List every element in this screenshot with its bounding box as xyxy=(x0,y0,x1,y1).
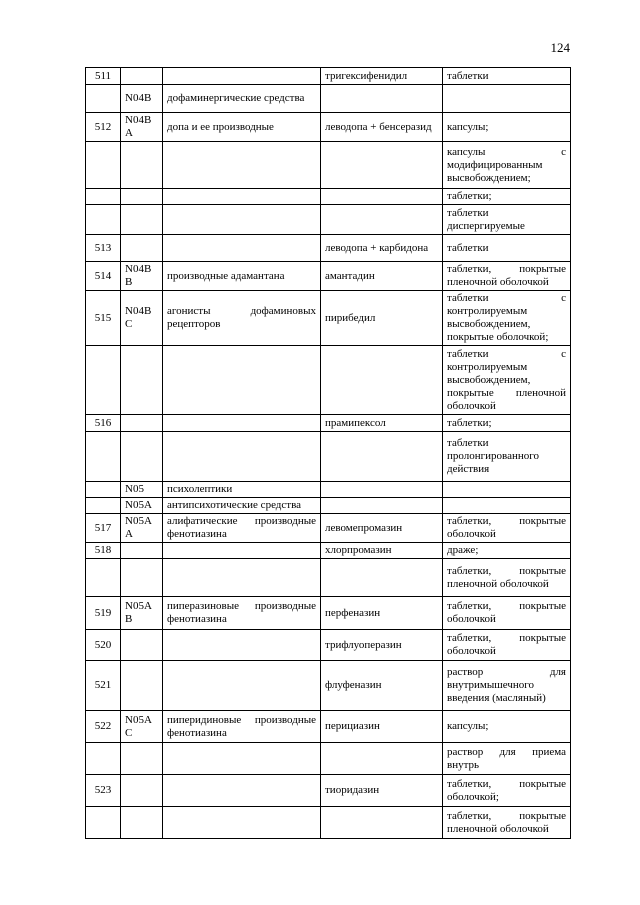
dosage-form-cell: таблетки, покрытые пленочной оболочкой xyxy=(443,262,571,291)
drug-name-cell xyxy=(321,142,443,189)
table-row xyxy=(86,711,571,743)
dosage-form-cell: таблетки xyxy=(443,68,571,85)
dosage-form-cell: таблетки диспергируемые xyxy=(443,205,571,235)
atc-code-cell xyxy=(121,743,163,775)
drug-name-cell: тиоридазин xyxy=(321,775,443,807)
drug-name-cell xyxy=(321,189,443,205)
table-row xyxy=(86,415,571,432)
group-name-cell: производные адамантана xyxy=(163,262,321,291)
atc-code-cell xyxy=(121,432,163,482)
drug-name-cell: перициазин xyxy=(321,711,443,743)
dosage-form-cell: капсулы; xyxy=(443,711,571,743)
atc-code-cell xyxy=(121,661,163,711)
group-name-cell xyxy=(163,559,321,597)
atc-code-cell xyxy=(121,68,163,85)
row-number-cell xyxy=(86,498,121,514)
dosage-form-cell: раствор для внутримышечного введения (масляный) xyxy=(443,661,571,711)
dosage-form-cell: капсулы; xyxy=(443,113,571,142)
group-name-cell xyxy=(163,235,321,262)
drug-name-cell xyxy=(321,85,443,113)
drug-name-cell: леводопа + бенсеразид xyxy=(321,113,443,142)
dosage-form-cell: таблетки с контролируемым высвобождением, покрытые оболочкой; xyxy=(443,291,571,346)
atc-code-cell xyxy=(121,189,163,205)
group-name-cell xyxy=(163,630,321,661)
row-number-cell xyxy=(86,432,121,482)
row-number-cell: 511 xyxy=(86,68,121,85)
atc-code-cell xyxy=(121,142,163,189)
atc-code-cell xyxy=(121,235,163,262)
drug-name-cell xyxy=(321,743,443,775)
atc-code-cell xyxy=(121,807,163,839)
row-number-cell: 519 xyxy=(86,597,121,630)
dosage-form-cell: таблетки; xyxy=(443,415,571,432)
row-number-cell: 515 xyxy=(86,291,121,346)
group-name-cell xyxy=(163,743,321,775)
table-row xyxy=(86,262,571,291)
dosage-form-cell: капсулы с модифицированным высвобождением; xyxy=(443,142,571,189)
group-name-cell xyxy=(163,543,321,559)
atc-code-cell xyxy=(121,775,163,807)
row-number-cell: 523 xyxy=(86,775,121,807)
drug-name-cell: флуфеназин xyxy=(321,661,443,711)
dosage-form-cell xyxy=(443,498,571,514)
table-row xyxy=(86,205,571,235)
drug-name-cell xyxy=(321,807,443,839)
atc-code-cell xyxy=(121,559,163,597)
table-row xyxy=(86,597,571,630)
group-name-cell xyxy=(163,205,321,235)
group-name-cell xyxy=(163,807,321,839)
drug-name-cell: левомепромазин xyxy=(321,514,443,543)
group-name-cell xyxy=(163,189,321,205)
group-name-cell xyxy=(163,346,321,415)
dosage-form-cell xyxy=(443,482,571,498)
drug-name-cell xyxy=(321,346,443,415)
table-row xyxy=(86,775,571,807)
drug-name-cell: трифлуоперазин xyxy=(321,630,443,661)
drug-name-cell: тригексифенидил xyxy=(321,68,443,85)
dosage-form-cell: драже; xyxy=(443,543,571,559)
group-name-cell: дофаминергические средства xyxy=(163,85,321,113)
atc-code-cell xyxy=(121,205,163,235)
row-number-cell xyxy=(86,482,121,498)
table-row xyxy=(86,807,571,839)
dosage-form-cell: таблетки с контролируемым высвобождением, покрытые пленочной оболочкой xyxy=(443,346,571,415)
drug-name-cell xyxy=(321,482,443,498)
table-row xyxy=(86,68,571,85)
dosage-form-cell: таблетки, покрытые оболочкой xyxy=(443,630,571,661)
table-row xyxy=(86,743,571,775)
table-row xyxy=(86,85,571,113)
row-number-cell xyxy=(86,559,121,597)
group-name-cell xyxy=(163,68,321,85)
row-number-cell xyxy=(86,743,121,775)
table-row xyxy=(86,189,571,205)
dosage-form-cell: таблетки xyxy=(443,235,571,262)
table-row xyxy=(86,630,571,661)
atc-code-cell: N04B C xyxy=(121,291,163,346)
group-name-cell xyxy=(163,415,321,432)
atc-code-cell: N04B B xyxy=(121,262,163,291)
group-name-cell xyxy=(163,661,321,711)
atc-code-cell: N04B A xyxy=(121,113,163,142)
dosage-form-cell: таблетки пролонгированного действия xyxy=(443,432,571,482)
drug-name-cell xyxy=(321,559,443,597)
group-name-cell: пиперидиновые производные фенотиазина xyxy=(163,711,321,743)
atc-code-cell xyxy=(121,630,163,661)
atc-code-cell: N05 xyxy=(121,482,163,498)
atc-code-cell: N05A B xyxy=(121,597,163,630)
dosage-form-cell: таблетки; xyxy=(443,189,571,205)
group-name-cell xyxy=(163,432,321,482)
table-row xyxy=(86,559,571,597)
row-number-cell: 518 xyxy=(86,543,121,559)
table-row xyxy=(86,498,571,514)
drug-name-cell xyxy=(321,432,443,482)
row-number-cell: 514 xyxy=(86,262,121,291)
table-row xyxy=(86,482,571,498)
table-row xyxy=(86,142,571,189)
dosage-form-cell xyxy=(443,85,571,113)
table-row xyxy=(86,346,571,415)
dosage-form-cell: таблетки, покрытые оболочкой xyxy=(443,597,571,630)
table-row xyxy=(86,432,571,482)
drug-name-cell: пирибедил xyxy=(321,291,443,346)
drug-name-cell: амантадин xyxy=(321,262,443,291)
row-number-cell: 512 xyxy=(86,113,121,142)
row-number-cell: 520 xyxy=(86,630,121,661)
dosage-form-cell: таблетки, покрытые оболочкой xyxy=(443,514,571,543)
group-name-cell xyxy=(163,142,321,189)
table-row xyxy=(86,291,571,346)
table-row xyxy=(86,661,571,711)
drug-name-cell: хлорпромазин xyxy=(321,543,443,559)
drug-name-cell: перфеназин xyxy=(321,597,443,630)
row-number-cell xyxy=(86,205,121,235)
row-number-cell: 513 xyxy=(86,235,121,262)
row-number-cell xyxy=(86,142,121,189)
row-number-cell xyxy=(86,189,121,205)
group-name-cell: агонисты дофаминовых рецепторов xyxy=(163,291,321,346)
dosage-form-cell: таблетки, покрытые оболочкой; xyxy=(443,775,571,807)
table-row xyxy=(86,543,571,559)
dosage-form-cell: таблетки, покрытые пленочной оболочкой xyxy=(443,559,571,597)
group-name-cell: пиперазиновые производные фенотиазина xyxy=(163,597,321,630)
row-number-cell xyxy=(86,85,121,113)
group-name-cell: психолептики xyxy=(163,482,321,498)
atc-code-cell: N04B xyxy=(121,85,163,113)
group-name-cell: допа и ее производные xyxy=(163,113,321,142)
table-row xyxy=(86,235,571,262)
row-number-cell: 516 xyxy=(86,415,121,432)
drug-name-cell: прамипексол xyxy=(321,415,443,432)
page-number: 124 xyxy=(550,40,570,55)
table-row xyxy=(86,514,571,543)
row-number-cell xyxy=(86,807,121,839)
atc-code-cell xyxy=(121,543,163,559)
group-name-cell xyxy=(163,775,321,807)
drug-name-cell xyxy=(321,205,443,235)
dosage-form-cell: таблетки, покрытые пленочной оболочкой xyxy=(443,807,571,839)
row-number-cell: 517 xyxy=(86,514,121,543)
drug-table xyxy=(85,67,571,839)
group-name-cell: алифатические производные фенотиазина xyxy=(163,514,321,543)
atc-code-cell xyxy=(121,415,163,432)
row-number-cell: 522 xyxy=(86,711,121,743)
atc-code-cell: N05A C xyxy=(121,711,163,743)
drug-name-cell: леводопа + карбидона xyxy=(321,235,443,262)
row-number-cell xyxy=(86,346,121,415)
atc-code-cell: N05A A xyxy=(121,514,163,543)
atc-code-cell xyxy=(121,346,163,415)
row-number-cell: 521 xyxy=(86,661,121,711)
table-row xyxy=(86,113,571,142)
atc-code-cell: N05A xyxy=(121,498,163,514)
group-name-cell: антипсихотические средства xyxy=(163,498,321,514)
dosage-form-cell: раствор для приема внутрь xyxy=(443,743,571,775)
drug-name-cell xyxy=(321,498,443,514)
